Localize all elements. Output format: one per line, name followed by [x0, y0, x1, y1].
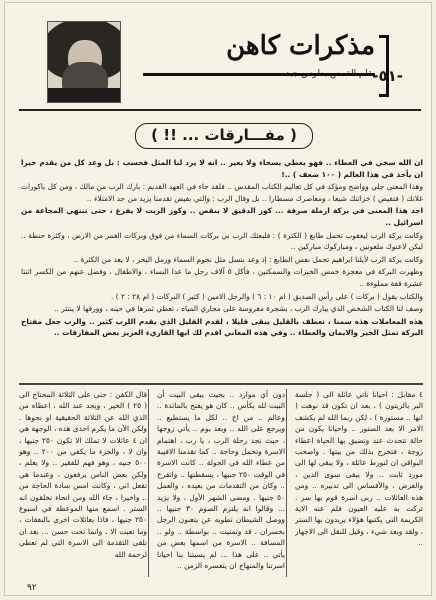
magazine-page [4, 2, 432, 596]
article-intro [21, 157, 423, 340]
folio-number: ٩٢ [27, 583, 37, 593]
column-logo-title: مذكرات كاهن [226, 31, 375, 61]
author-portrait [47, 21, 121, 103]
intro-paragraph: وظهرت البركة في معجزة خمس الخبزات والسمكتين ، فأكل ٥ آلاف رجل ما عدا النساء ، والاطفال ، وفضل عنهم من الكسر اثنتا عشرة قفة مملوءة .. [21, 267, 423, 288]
intro-paragraph: وكانت بركة الرب لأيلنا ابراهيم تحمل نفس الطابع : إذ وعد بنسل مثل نجوم السماء ورمل البحر ، لا يعد من الكثرة .. [73, 254, 423, 264]
intro-paragraph: اجد هذا المعنى في بركة ارملة صرفة ... كوز الدقيق لا ينقص .. وكوز الزيت لا يفرغ ، حتى تنتهي المجاعة من اسرائيل .. [21, 206, 423, 227]
article-columns [19, 389, 423, 577]
column-center: دون أي موارد .. بحيث يبقى البيت أن البيت لله بكأس .. كان هو يفتح بالمائدة .. وعالم .. من اخ .. لكل ما يستطيع .. ويرجع على الله .. وبعد يوم .. يأتي زوجها ، حيث نجد رحلة الرب ، يا رب ، اهتمام الاسرة وتحمل وحاجة .. كما تقدمنا الافيبة من عطاء الله في الجولة .. كانت الاسرة في الوقت ٢٥٠ جنيها ، يسقطتها .. واتفرح .. وكان من التقدمات من بعيده ، والعمل ٥٠ جنيها . ومضى الشهر الأول ، ولا يزيد ... وقالوا انه يلتزم الصوم ٣٠ جنيها .. ووصل الشيطان تطويه عن يتعنون الرجل بخسران ، قد وتمنيت .. بواسطة .. ولو .. المسافة .. الاسرة من اسمها بعض من يأتي .. على هذا ... لم يسبتنا بنا احيانا اسرتنا والمنهاج ان يتعسره الزمن .. [157, 390, 285, 571]
intro-paragraph: والكتاب يقول ( بركات ) على رأس الصديق ( ام ١٠ : ٦ ) والرجل الامين ( كثير ) البركات ( ام ٢٨ : ٢ ) . [111, 291, 423, 301]
header-rule [19, 109, 421, 111]
column-header [25, 11, 421, 103]
section-rule [19, 383, 423, 385]
intro-paragraph: وصف لنا الكتاب الشخص الذي يبارك الرب ، بشجرة مغروسة على مجاري المياه ، تعطي ثمرها في حينه ، وورقها لا ينتثر .. [54, 304, 423, 314]
intro-paragraph: هذه المعاملات هذه سمنا ، تعطف بالقليل يبقى قليلا ، لقدم القليل الذي يقدم اللرب كثير .. والرب جعل مفتاح البركة تمثل الخير والايمان والعطاء .. وفي هذه المعاني اقدم لك ايها القاريء العزيز بعض المفارقات .. [21, 316, 423, 338]
column-left: قال الكفن : حتى على الثلاثة المحتاج الى ( ٢٥ ) الخير ، ويجد عند الله ، اعطاه من الذي الله عن الثلاثة الحقيقية او نحوها . ولكن الآن ما يكرم احدى هذه ، الوجهة هي ان ٤ عائلات لا تملك الا تكون ٢٥٠ جنيها ، وان لا ، والجزء ما يكفي من ٢٠٠ .. وهو ٥٠٠ جنيه ، وهو فهم للفقير .. ولا يعلم ، ولكن بعض الناس يرفعون ، وعندما هي تفعل اني ، وكانت امس سادة الحاجة من .. واخيرا ، جاء الله ومن انحاء نخلقون انه الستر . اسمع منها الموعظة في اسبوع ٢٥٠ جنيها ، فاذا بعائلات اخرى بالنفقات ، وما تعبت الا ، وانما تحت حسن ... بعد ان نلقى التقدمة الى الاسرة التي لم تعطي لرحمة الله [19, 390, 147, 559]
column-divider [148, 389, 149, 577]
column-logo [143, 29, 375, 105]
article-title: ( مفـــارقات ... !! ) [135, 123, 313, 149]
page-number: -٥١- [372, 67, 403, 85]
intro-paragraph: ان الله سخي في العطاء .. فهو يعطي بسخاء ولا يعير .. انه لا يرد لنا المثل فحسب : بل وعد كل من يقدم خيرا ان يأخذ في هذا العالم ( ١٠٠ ضعف ) ..! [21, 158, 423, 179]
column-divider [286, 389, 287, 577]
intro-paragraph: وهذا المعنى جلي وواضح ومؤكد في كل تعاليم الكتاب المقدس .. فلقد جاء في العهد القديم : بارك الرب من مالك ، ومن كل باكورات غلاتك ( فتفيض ) خزائنك شبعا ، ومعاصرك مسطارا .. بل وقال الرب : والتي بفيض تقدمنا يزيد من حد الامتلاء .. [21, 182, 423, 203]
intro-paragraph: وكانت بركة الرب ليعقوب تحمل طابع ( الكثرة ) : فلبعثك الرب بي بركات السماء من فوق وبركات الغمر من الارض ، وكثرة حنطة .. ليكن لاعنوك ملعونين ، ومباركوك مباركين .. [21, 230, 423, 252]
column-right: ٤ مقابل : احيانا تاتي عائلة الى ( جلسة البر بالزيتون ) ، بعد ان تكون قد نوهت ( انها .. مستورة ) ، لكن ربما الله لم يكشف الامر الا بعد الستور .. واحيانا يكون من حالة تتحدث عند وتضيق بها الحياة اعطاء زوجة ، فتخرج بذلك من بيتها . واصحب البواقي ان لتورط عائلة ، ولا يبقى لها الى مورد ثابت .. ولا يبقى سوى الدين ، والعرض ، والأقساس الى تدبيره .. ومن هذه العائلات .. ربى اسرة قوم بها سر . تركت به عليه العيون فلم عنه الاية الكريمة التي يكتبها هؤلاء يريدون بها الستر ، ولقد وبعد شيء ، وقيل للنقل الى الاجهار .. [295, 390, 423, 548]
